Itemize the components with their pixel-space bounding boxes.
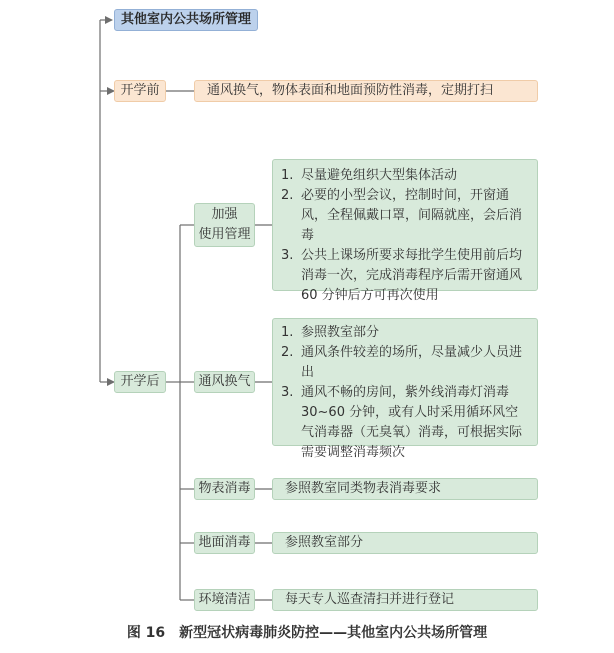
surface-disinfection-content: 参照教室同类物表消毒要求 [272, 478, 538, 500]
figure-caption [0, 622, 614, 642]
branch-usage-management-line1: 加强 [211, 207, 238, 222]
before-school-label: 开学前 [114, 80, 166, 102]
environment-cleaning-content: 每天专人巡查清扫并进行登记 [272, 589, 538, 611]
list-item: 1. 参照教室部分 [281, 325, 380, 340]
list-item: 1. 尽量避免组织大型集体活动 [281, 168, 458, 183]
list-item: 3. 公共上课场所要求每批学生使用前后均消毒一次，完成消毒程序后需开窗通风 60 分钟后方可再次使用 [281, 248, 523, 303]
list-item: 2. 必要的小型会议，控制时间，开窗通风，全程佩戴口罩，间隔就座，会后消毒 [281, 188, 523, 243]
figure-caption-text: 新型冠状病毒肺炎防控——其他室内公共场所管理 [179, 625, 488, 641]
after-school-label: 开学后 [114, 371, 166, 393]
floor-disinfection-content: 参照教室部分 [272, 532, 538, 554]
list-item: 3. 通风不畅的房间，紫外线消毒灯消毒30~60 分钟，或有人时采用循环风空气消毒器（无臭氧）消毒，可根据实际需要调整消毒频次 [281, 385, 523, 460]
branch-ventilation: 通风换气 [194, 371, 255, 393]
figure-number: 图 16 [126, 625, 166, 641]
usage-management-content [272, 159, 538, 303]
ventilation-content [272, 318, 538, 460]
branch-usage-management [194, 203, 255, 247]
branch-floor-disinfection: 地面消毒 [194, 532, 255, 554]
list-item: 2. 通风条件较差的场所，尽量减少人员进出 [281, 345, 523, 380]
before-school-content: 通风换气，物体表面和地面预防性消毒，定期打扫 [194, 80, 538, 102]
branch-environment-cleaning: 环境清洁 [194, 589, 255, 611]
branch-usage-management-line2: 使用管理 [198, 227, 251, 242]
branch-surface-disinfection: 物表消毒 [194, 478, 255, 500]
diagram-title: 其他室内公共场所管理 [114, 9, 258, 31]
